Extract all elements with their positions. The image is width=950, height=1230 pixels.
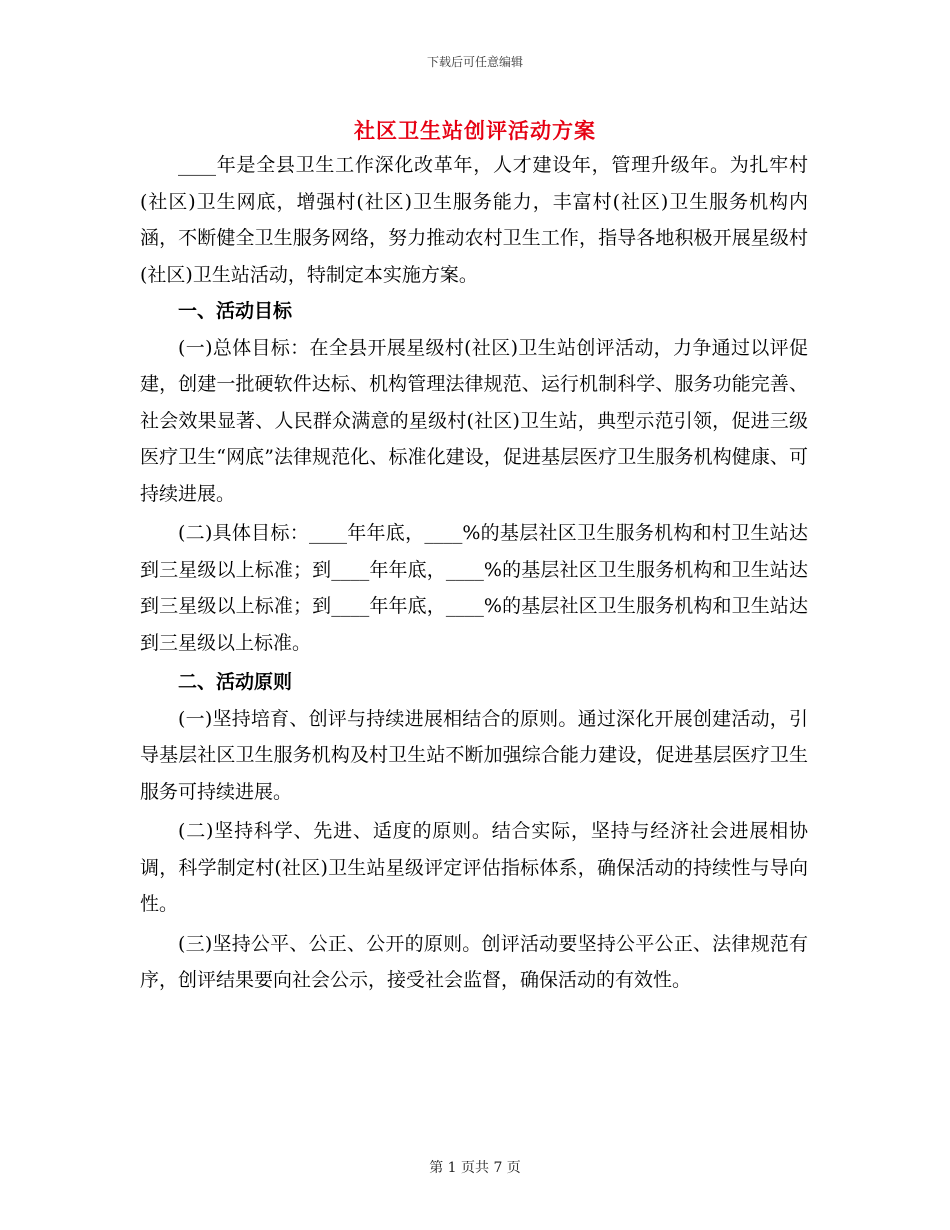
intro-paragraph: ____年是全县卫生工作深化改革年，人才建设年，管理升级年。为扎牢村(社区)卫生网底，增强村(社区)卫生服务能力，丰富村(社区)卫生服务机构内涵，不断健全卫生服务网络，努力推动农村卫生工作，指导各地积极开展星级村(社区)卫生站活动，特制定本实施方案。 xyxy=(140,154,808,286)
document-body xyxy=(140,147,808,999)
principle-2-paragraph: (二)坚持科学、先进、适度的原则。结合实际，坚持与经济社会进展相协调，科学制定村(社区)卫生站星级评定评估指标体系，确保活动的持续性与导向性。 xyxy=(140,820,808,915)
section-heading-principles: 二、活动原则 xyxy=(178,671,293,693)
goals-overall-paragraph: (一)总体目标：在全县开展星级村(社区)卫生站创评活动，力争通过以评促建，创建一批硬软件达标、机构管理法律规范、运行机制科学、服务功能完善、社会效果显著、人民群众满意的星级村(社区)卫生站，典型示范引领，促进三级医疗卫生“网底”法律规范化、标准化建设，促进基层医疗卫生服务机构健康、可持续进展。 xyxy=(140,336,808,505)
section-heading-goals: 一、活动目标 xyxy=(178,300,293,322)
principle-3-paragraph: (三)坚持公平、公正、公开的原则。创评活动要坚持公平公正、法律规范有序，创评结果要向社会公示，接受社会监督，确保活动的有效性。 xyxy=(140,932,808,991)
header-note: 下载后可任意编辑 xyxy=(426,55,523,69)
page-number-footer: 第 1 页共 7 页 xyxy=(429,1160,521,1176)
principle-1-paragraph: (一)坚持培育、创评与持续进展相结合的原则。通过深化开展创建活动，引导基层社区卫生服务机构及村卫生站不断加强综合能力建设，促进基层医疗卫生服务可持续进展。 xyxy=(140,707,808,803)
document-title: 社区卫生站创评活动方案 xyxy=(354,118,596,143)
goals-specific-paragraph: (二)具体目标：____年年底，____%的基层社区卫生服务机构和村卫生站达到三星级以上标准；到____年年底，____%的基层社区卫生服务机构和卫生站达到三星级以上标准；到____年年底，____%的基层社区卫生服务机构和卫生站达到三星级以上标准。 xyxy=(140,522,808,654)
